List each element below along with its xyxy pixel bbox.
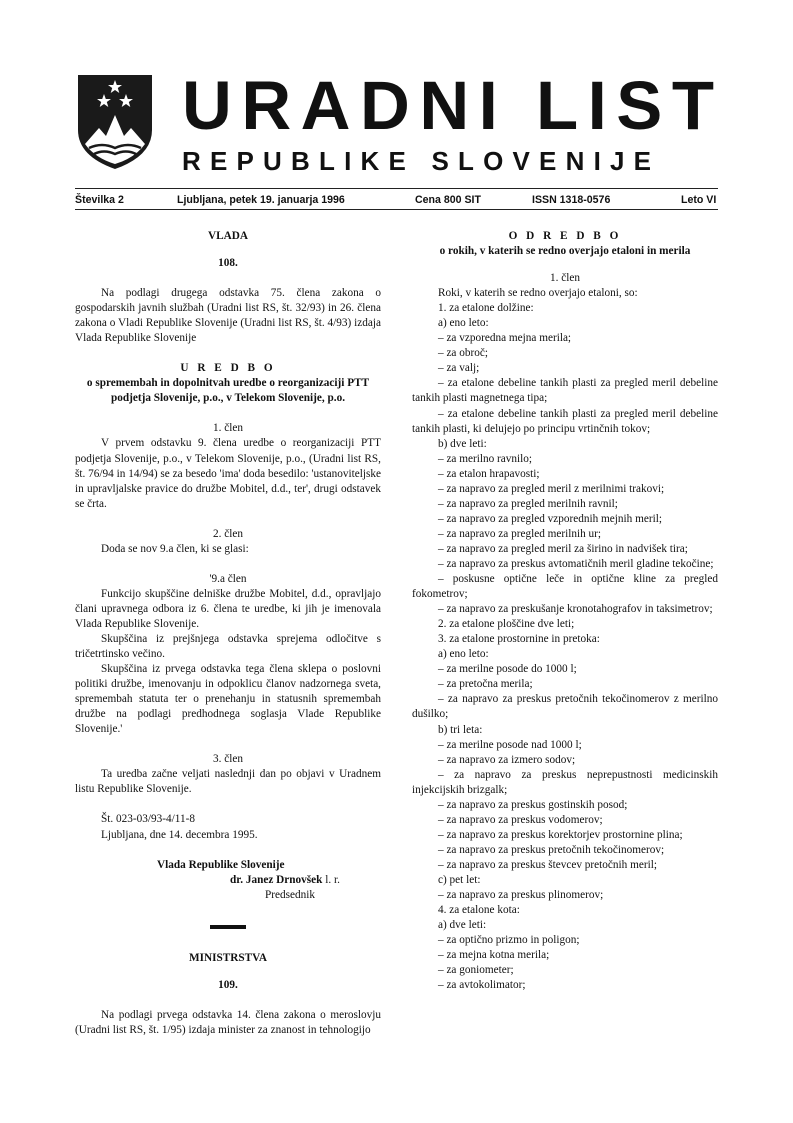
list-item: – za napravo za izmero sodov;: [438, 753, 576, 766]
list-item: – za napravo za preskus avtomatičnih meril gladine tekočine;: [438, 557, 714, 570]
article-heading: 1. člen: [213, 422, 243, 435]
article-text: Ta uredba začne veljati naslednji dan po objavi v Uradnem listu Republike Slovenije.: [75, 768, 381, 796]
issue-price: Cena 800 SIT: [415, 194, 481, 206]
article-text: Funkcijo skupščine delniške družbe Mobitel, d.d., opravljajo člani upravnega odbora iz 6. člena te uredbe, ki jih je imenovala Vlada Republike Slovenije.: [75, 587, 381, 630]
list-item: – za napravo za pregled meril za širino in nadvišek tira;: [438, 542, 688, 555]
list-item: – za napravo za preskus plinomerov;: [438, 889, 604, 902]
list-item: – za napravo za preskus števcev pretočnih meril;: [438, 858, 657, 871]
article-text: Doda se nov 9.a člen, ki se glasi:: [101, 542, 249, 555]
list-item: a) eno leto:: [438, 317, 489, 330]
list-item: – za etalone debeline tankih plasti za pregled meril debeline tankih plasti, ki delujejo po principu vrtinčnih tokov;: [412, 407, 718, 435]
list-item: – za napravo za preskus vodomerov;: [438, 813, 603, 826]
list-item: a) eno leto:: [438, 648, 489, 661]
list-item: – za napravo za preskus korektorjev prostornine plina;: [438, 828, 683, 841]
list-item: b) tri leta:: [438, 723, 483, 736]
act-109-title: o rokih, v katerih se redno overjajo etaloni in merila: [439, 245, 691, 258]
masthead-rule-top: [75, 188, 718, 189]
article-text: Skupščina iz prvega odstavka tega člena sklepa o poslovni politiki družbe, imenovanju in odpoklicu članov nadzornega sveta, spremembah statuta ter o prenehanju in statusnih spremembah družbe na podlagi predhodnega soglasja Vlade Republike Slovenije.': [75, 663, 381, 736]
list-item: – za obroč;: [438, 347, 488, 360]
issue-place-date: Ljubljana, petek 19. januarja 1996: [177, 194, 345, 206]
signer-name: dr. Janez Drnovšek: [230, 873, 323, 886]
reference-date: Ljubljana, dne 14. decembra 1995.: [101, 828, 258, 841]
signer-organization: Vlada Republike Slovenije: [157, 858, 285, 871]
list-item: – za napravo za pregled merilnih ravnil;: [438, 497, 618, 510]
act-108-title: o spremembah in dopolnitvah uredbe o reorganizaciji PTT podjetja Slovenije, p.o., v Telekom Slovenije, p.o.: [86, 377, 370, 405]
list-item: – za goniometer;: [438, 964, 514, 977]
list-item: – za etalon hrapavosti;: [438, 467, 540, 480]
list-item: – za napravo za preskušanje kronotahografov in taksimetrov;: [438, 603, 713, 616]
article-heading: 3. člen: [213, 753, 243, 766]
list-item: b) dve leti:: [438, 437, 487, 450]
list-item: – za pretočna merila;: [438, 678, 533, 691]
list-item: – za mejna kotna merila;: [438, 949, 550, 962]
list-item: c) pet let:: [438, 873, 481, 886]
list-item: – za etalone debeline tankih plasti za pregled meril debeline tankih plasti magnetnega tipa;: [412, 377, 718, 405]
list-item: – za valj;: [438, 362, 480, 375]
list-item: – za merilne posode nad 1000 l;: [438, 738, 582, 751]
list-item: – za merilno ravnilo;: [438, 452, 533, 465]
list-item: – za napravo za preskus pretočnih tekočinomerov;: [438, 843, 665, 856]
article-heading: 2. člen: [213, 527, 243, 540]
issue-issn: ISSN 1318-0576: [532, 194, 611, 206]
act-number-108: 108.: [218, 257, 238, 270]
masthead-rule-bottom: [75, 209, 718, 210]
article-text: V prvem odstavku 9. člena uredbe o reorganizaciji PTT podjetja Slovenije, p.o., v Telekom Slovenije, p.o., (Uradni list RS, št. 76/94 in 14/94) se za besedo 'ima' doda besedilo: 'ustanoviteljske in upravljalske pravice do družbe Mobitel, d.d., ter', drugi odstavek se črta.: [75, 437, 381, 510]
signer-role: Predsednik: [265, 888, 315, 901]
act-109-type: O D R E D B O: [508, 230, 622, 242]
list-item: – za napravo za pregled merilnih ur;: [438, 527, 602, 540]
section-heading-vlada: VLADA: [207, 230, 248, 242]
issue-number: Številka 2: [75, 194, 124, 206]
right-column: [412, 229, 718, 993]
masthead-title: URADNI LIST: [182, 67, 724, 144]
left-column: [75, 229, 381, 1038]
act-108-preamble: Na podlagi drugega odstavka 75. člena zakona o gospodarskih javnih službah (Uradni list RS, št. 32/93) in 26. člena zakona o Vladi Republike Slovenije (Uradni list RS, št. 4/93) izdaja Vlada Republike Slovenije: [75, 287, 381, 345]
list-item: – za napravo za preskus gostinskih posod;: [438, 798, 628, 811]
article-text: Skupščina iz prejšnjega odstavka sprejema odločitve s tričetrtinsko večino.: [75, 632, 381, 661]
article-list: [412, 286, 718, 993]
signer-line: [75, 873, 381, 888]
list-item: 3. za etalone prostornine in pretoka:: [438, 633, 600, 646]
list-item: – za napravo za pregled meril z merilnimi trakovi;: [438, 482, 665, 495]
list-item: – za vzporedna mejna merila;: [438, 332, 572, 345]
list-item: 1. za etalone dolžine:: [438, 302, 534, 315]
list-item: – za merilne posode do 1000 l;: [438, 663, 577, 676]
masthead-subtitle: REPUBLIKE SLOVENIJE: [182, 146, 661, 176]
list-item: a) dve leti:: [438, 919, 487, 932]
list-item: – za napravo za preskus pretočnih tekočinomerov z merilno dušilko;: [412, 693, 718, 721]
article-heading: '9.a člen: [209, 572, 247, 585]
act-108-type: U R E D B O: [180, 362, 276, 375]
list-item: – poskusne optične leče in optične kline za pregled fokometrov;: [412, 573, 718, 601]
reference-number: Št. 023-03/93-4/11-8: [101, 813, 195, 826]
list-item: – za optično prizmo in poligon;: [438, 934, 580, 947]
article-heading: 1. člen: [550, 272, 580, 285]
list-item: – za avtokolimator;: [438, 979, 526, 992]
act-109-preamble: Na podlagi prvega odstavka 14. člena zakona o meroslovju (Uradni list RS, št. 1/95) izdaja minister za znanost in tehnologijo: [75, 1008, 381, 1036]
coat-of-arms-icon: [75, 72, 155, 172]
act-number-109: 109.: [218, 978, 238, 991]
list-item: Roki, v katerih se redno overjajo etaloni, so:: [438, 287, 638, 300]
issue-volume: Leto VI: [681, 194, 717, 206]
signer-suffix: l. r.: [322, 873, 340, 886]
section-heading-ministrstva: MINISTRSTVA: [189, 951, 267, 964]
list-item: – za napravo za preskus neprepustnosti medicinskih injekcijskih brizgalk;: [412, 768, 718, 796]
list-item: – za napravo za pregled vzporednih mejnih meril;: [438, 512, 662, 525]
list-item: 2. za etalone ploščine dve leti;: [438, 618, 575, 631]
list-item: 4. za etalone kota:: [438, 904, 520, 917]
